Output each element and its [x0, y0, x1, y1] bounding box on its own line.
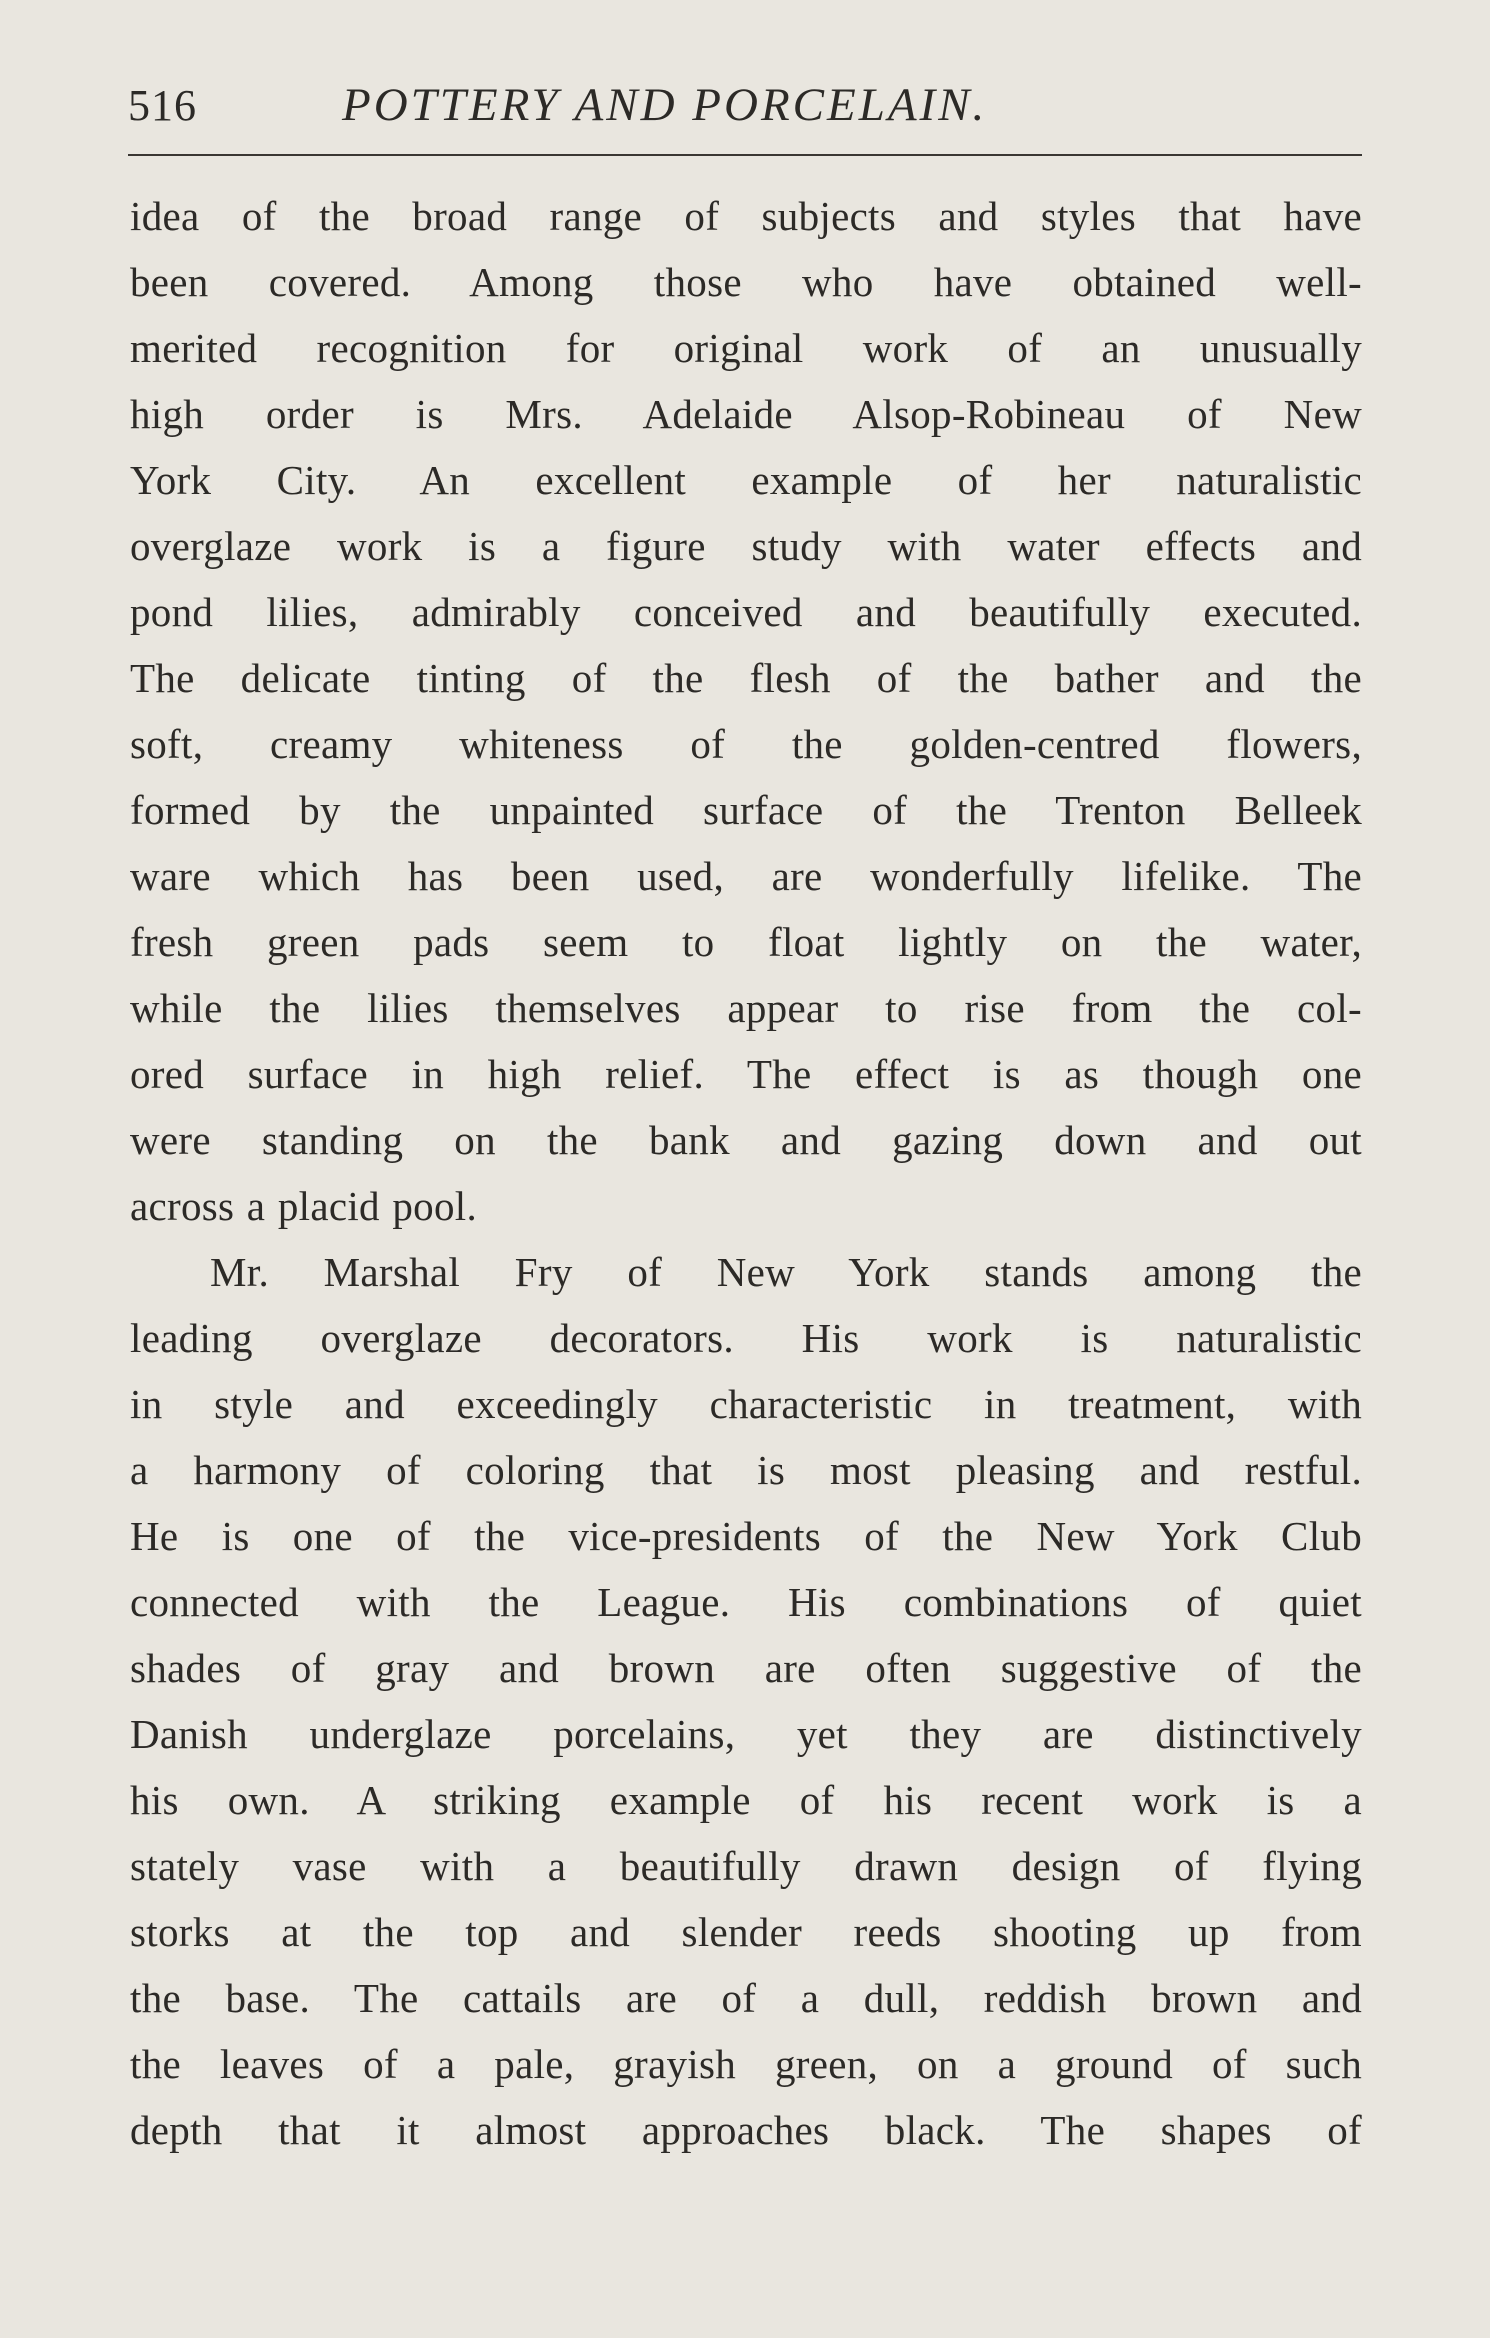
text-line: the base. The cattails are of a dull, reddish brown and	[130, 1975, 1362, 2021]
text-line: high order is Mrs. Adelaide Alsop-Robineau of New	[130, 391, 1362, 437]
text-line: The delicate tinting of the flesh of the bather and the	[130, 655, 1362, 701]
text-line: were standing on the bank and gazing down and out	[130, 1117, 1362, 1163]
page-number: 516	[128, 81, 197, 130]
text-line: merited recognition for original work of an unusually	[130, 325, 1362, 371]
text-line: leading overglaze decorators. His work is naturalistic	[130, 1315, 1362, 1361]
text-line: storks at the top and slender reeds shooting up from	[130, 1909, 1362, 1955]
text-line: formed by the unpainted surface of the Trenton Belleek	[130, 787, 1362, 833]
text-line: shades of gray and brown are often suggestive of the	[130, 1645, 1362, 1691]
text-line: been covered. Among those who have obtained well-	[130, 259, 1362, 305]
page-header	[128, 72, 1362, 142]
text-line: York City. An excellent example of her naturalistic	[130, 457, 1362, 503]
text-line: while the lilies themselves appear to rise from the col-	[130, 985, 1362, 1031]
text-line: depth that it almost approaches black. The shapes of	[130, 2107, 1362, 2153]
text-line: He is one of the vice-presidents of the New York Club	[130, 1513, 1362, 1559]
text-line: overglaze work is a figure study with water effects and	[130, 523, 1362, 569]
text-line: ware which has been used, are wonderfully lifelike. The	[130, 853, 1362, 899]
text-line: his own. A striking example of his recent work is a	[130, 1777, 1362, 1823]
text-line: pond lilies, admirably conceived and beautifully executed.	[130, 589, 1362, 635]
text-line: in style and exceedingly characteristic in treatment, with	[130, 1381, 1362, 1427]
running-title: POTTERY AND PORCELAIN.	[342, 79, 988, 131]
paragraph-1	[130, 183, 1362, 1239]
text-line: Mr. Marshal Fry of New York stands among the	[210, 1249, 1362, 1295]
text-line: ored surface in high relief. The effect is as though one	[130, 1051, 1362, 1097]
body-text	[130, 183, 1362, 2163]
text-line: the leaves of a pale, grayish green, on a ground of such	[130, 2041, 1362, 2087]
text-line: across a placid pool.	[130, 1183, 478, 1229]
paragraph-2	[130, 1239, 1362, 2163]
text-line: connected with the League. His combinations of quiet	[130, 1579, 1362, 1625]
text-line: fresh green pads seem to float lightly on the water,	[130, 919, 1362, 965]
header-rule	[128, 154, 1362, 156]
text-line: Danish underglaze porcelains, yet they are distinctively	[130, 1711, 1362, 1757]
text-line: a harmony of coloring that is most pleasing and restful.	[130, 1447, 1362, 1493]
text-line: stately vase with a beautifully drawn design of flying	[130, 1843, 1362, 1889]
text-line: soft, creamy whiteness of the golden-centred flowers,	[130, 721, 1362, 767]
text-line: idea of the broad range of subjects and styles that have	[130, 193, 1362, 239]
